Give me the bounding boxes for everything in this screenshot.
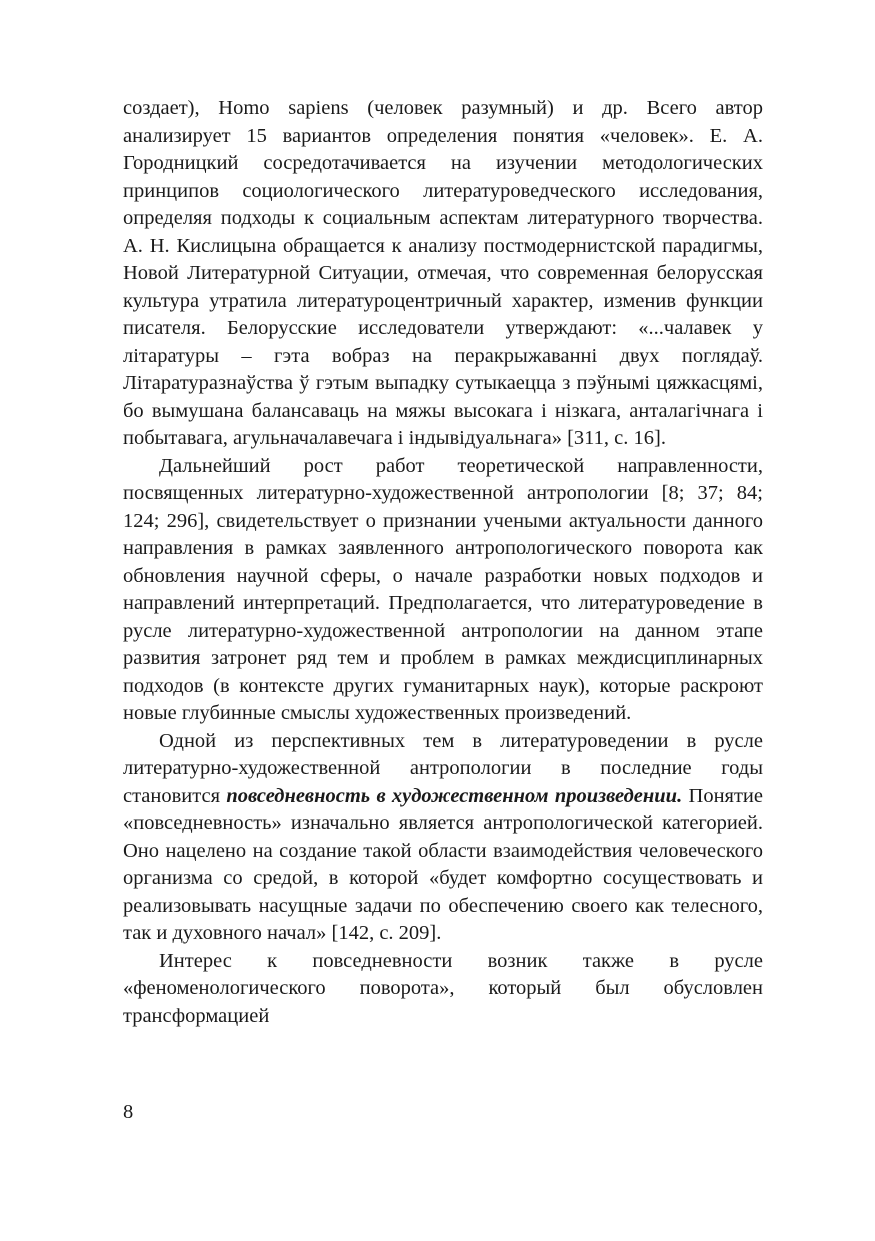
paragraph-4: Интерес к повседневности возник также в русле «феноменологического поворота», который был обусловлен трансформацией [123, 949, 763, 1027]
paragraph-3-emphasis: повседневность в художественном произведении. [226, 784, 683, 807]
paragraph-1: создает), Homo sapiens (человек разумный) и др. Всего автор анализирует 15 вариантов определения понятия «человек». Е. А. Городницкий сосредотачивается на изучении методологических принципов социологического литературоведческого исследования, определяя подходы к социальным аспектам литературного творчества. А. Н. Кислицына обращается к анализу постмодернистской парадигмы, Новой Литературной Ситуации, отмечая, что современная белорусская культура утратила литературоцентричный характер, изменив функции писателя. Белорусские исследователи утверждают: «...чалавек у літаратуры – гэта вобраз на перакрыжаванні двух поглядаў. Літаратуразнаўства ў гэтым выпадку сутыкаецца з пэўнымі цяжкасцямі, бо вымушана балансаваць на мяжы высокага і нізкага, анталагічнага і побытавага, агульначалавечага і індывідуальнага» [311, с. 16]. [123, 97, 763, 449]
page-body [123, 95, 763, 1030]
paragraph-3 [123, 728, 763, 948]
paragraph-3-text-start: Одной из перспективных тем в литературоведении в русле литературно-художественной антропологии в последние годы становится [123, 729, 763, 807]
page-number: 8 [123, 1101, 134, 1123]
paragraph-3-text-end: Понятие «повседневность» изначально является антропологической категорией. Оно нацелено на создание такой области взаимодействия человеческого организма со средой, в которой «будет комфортно сосуществовать и реализовывать насущные задачи по обеспечению своего как телесного, так и духовного начал» [142, с. 209]. [123, 784, 763, 944]
paragraph-2: Дальнейший рост работ теоретической направленности, посвященных литературно-художественной антропологии [8; 37; 84; 124; 296], свидетельствует о признании учеными актуальности данного направления в рамках заявленного антропологического поворота как обновления научной сферы, о начале разработки новых подходов и направлений интерпретаций. Предполагается, что литературоведение в русле литературно-художественной антропологии на данном этапе развития затронет ряд тем и проблем в рамках междисциплинарных подходов (в контексте других гуманитарных наук), которые раскроют новые глубинные смыслы художественных произведений. [123, 454, 763, 724]
